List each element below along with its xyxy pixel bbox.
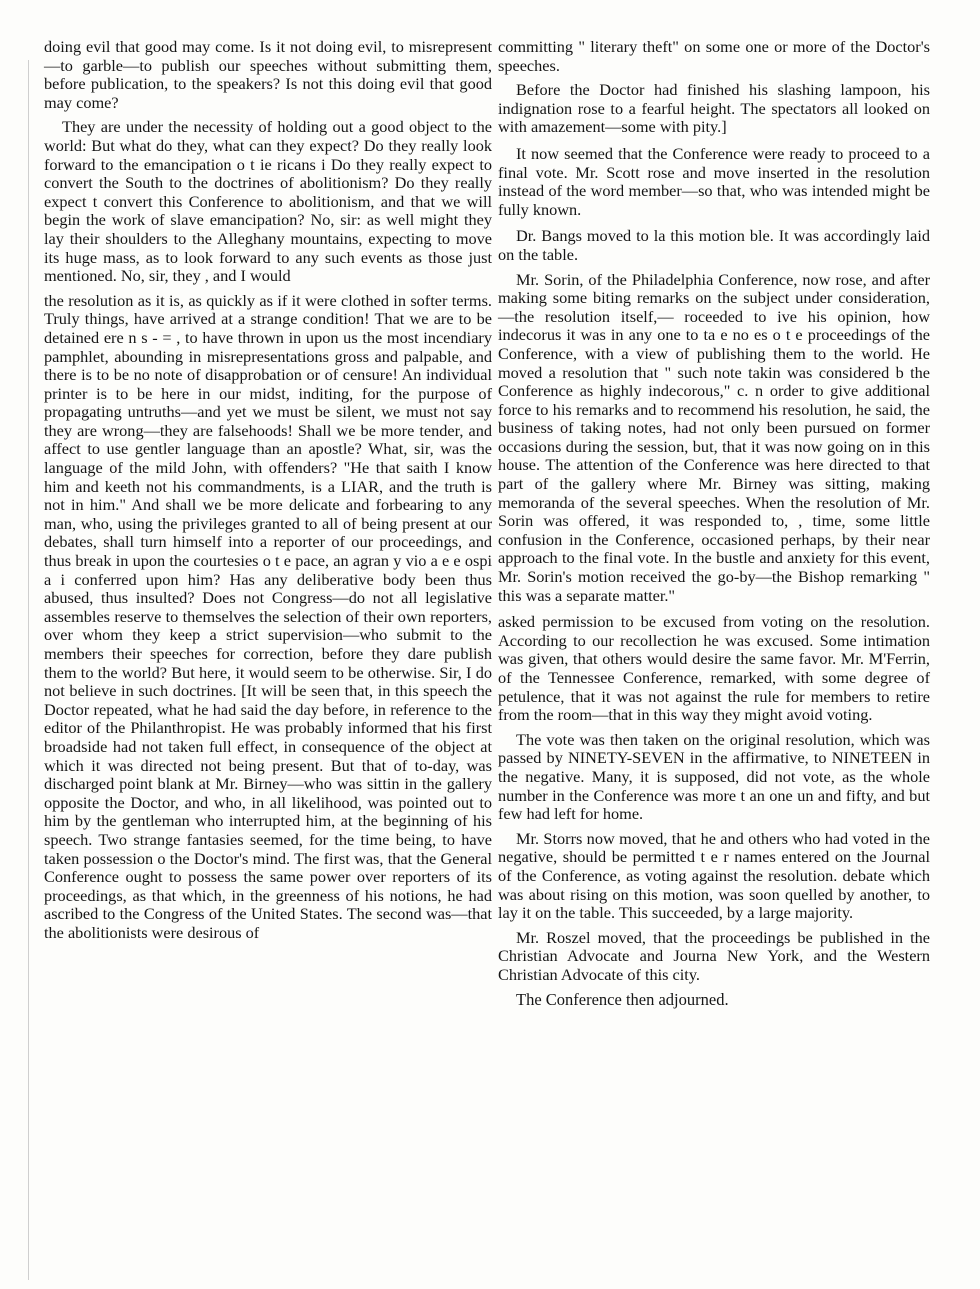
paragraph: The vote was then taken on the original resolution, which was passed by NINETY-SEVEN in the affirmative, to NINETEEN in the negative. Many, it is supposed, did not vote, as the whole number in the Conference was more t an one un and fifty, and but few had left for home. <box>498 729 930 824</box>
right-column <box>498 38 930 1015</box>
paragraph: Dr. Bangs moved to la this motion ble. It was accordingly laid on the table. <box>498 226 930 264</box>
closing-line: The Conference then adjourned. <box>516 989 729 1009</box>
paragraph: They are under the necessity of holding out a good object to the world: But what do they, what can they expect? Do they really look forward to the emancipation o t ie ricans i Do they really expect to convert the South to the doctrines of abolitionism? Do they really expect t convert this Conference to abolitionism, and that we will begin the work of slave emancipation? No, sir: as well might they lay their shoulders to the Alleghany mountains, expecting to move its huge mass, as to look forward to any such events as those just mentioned. No, sir, they , and I would <box>44 117 492 286</box>
column-rule <box>28 60 29 1280</box>
paragraph: It now seemed that the Conference were ready to proceed to a final vote. Mr. Scott rose and move inserted in the resolution instead of the word member—so that, who was intended might be fully known. <box>498 143 930 219</box>
paragraph: Mr. Roszel moved, that the proceedings be published in the Christian Advocate and Journa New York, and the Western Christian Advocate of this city. <box>498 927 930 984</box>
paragraph: committing " literary theft" on some one or more of the Doctor's speeches. <box>498 37 930 75</box>
paragraph: asked permission to be excused from voting on the resolution. According to our recollection he was excused. Some intimation was given, that others would desire the same favor. Mr. M'Ferrin, of the Tennessee Conference, remarked, with some degree of petulence, that it was not against the rule for members to retire from the room—that in this way they might avoid voting. <box>498 612 930 725</box>
paragraph: Mr. Storrs now moved, that he and others who had voted in the negative, should be permitted t e r names entered on the Journal of the Conference, as voting against the resolution. debate which was about rising on this motion, was soon quelled by another, to lay it on the table. This succeeded, by a large majority. <box>498 828 930 923</box>
paragraph: Before the Doctor had finished his slashing lampoon, his indignation rose to a fearful height. The spectators all looked on with amazement—some with pity.] <box>498 80 930 137</box>
left-column <box>44 38 492 949</box>
paragraph: the resolution as it is, as quickly as if it were clothed in softer terms. Truly things, have arrived at a strange condition! That we are to be detained ere n s - = , to have thrown in upon us the most incendiary pamphlet, abounding in misrepresentations gross and palpable, and there is to be no note of disapprobation or of censure! An individual printer is to be here in our midst, inditing, for the purpose of propagating untruths—and yet we must be silent, we must not say they are wrong—they are falsehoods! Shall we be more tender, and affect to use gentler language than an apostle? What, sir, was the language of the mild John, with offenders? "He that saith I know him and keeth not his commandments, is a LIAR, and the truth is not in him." And shall we be more delicate and forbearing to any man, who, using the privileges granted to all of being present at our debates, shall turn himself into a reporter of our proceedings, and thus break in upon the courtesies o t e pace, an agran y vio a e e ospi a i conferred upon him? Has any deliberative body been thus abused, thus insulted? Does not Congress—do not all legislative assembles reserve to themselves the selection of their own reporters, over whom they keep a strict supervision—who submit to the members their speeches for correction, before they dare publish them to the world? But here, it would seem to be otherwise. Sir, I do not believe in such doctrines. [It will be seen that, in this speech the Doctor repeated, what he had said the day before, in reference to the editor of the Philanthropist. He was probably informed that his first broadside had not taken full effect, in consequence of the object at which it was directed not being present. But that of to-day, was discharged point blank at Mr. Birney—who was sittin in the gallery opposite the Doctor, and who, in all likelihood, was pointed out to him by the gentleman who interrupted him, at the beginning of his speech. Two strange fantasies seemed, for the time being, to have taken possession o the Doctor's mind. The first was, that the General Conference ought to possess the same power over reporters of its proceedings, as that which, in the greenness of his notions, he had ascribed to the Congress of the United States. The second was—that the abolitionists were desirous of <box>44 290 492 942</box>
paragraph: doing evil that good may come. Is it not doing evil, to misrepresent—to garble—to publish our speeches without submitting them, before publication, to the speakers? Is not this doing evil that good may come? <box>44 37 492 112</box>
paragraph: Mr. Sorin, of the Philadelphia Conference, now rose, and after making some biting remarks on the subject under consideration,—the resolution itself,— roceeded to ive his opinion, how indecorus it was in any one to ta e no es o t e proceedings of the Conference, with a view of publishing them to the world. He moved a resolution that " such note takin was considered b the Conference as highly indecorous," c. n order to give additional force to his remarks and to recommend his resolution, he said, the business of taking notes, had not only been pursued on former occasions during the session, but, that it was now going on in this house. The attention of the Conference was here directed to that part of the gallery where Mr. Birney was sitting, making memoranda of the several speeches. When the resolution of Mr. Sorin was offered, it was responded to, , time, some little confusion in the Conference, occasioned perhaps, by their near approach to the final vote. In the bustle and anxiety for this event, Mr. Sorin's motion received the go-by—the Bishop remarking " this was a separate matter." <box>498 269 930 605</box>
